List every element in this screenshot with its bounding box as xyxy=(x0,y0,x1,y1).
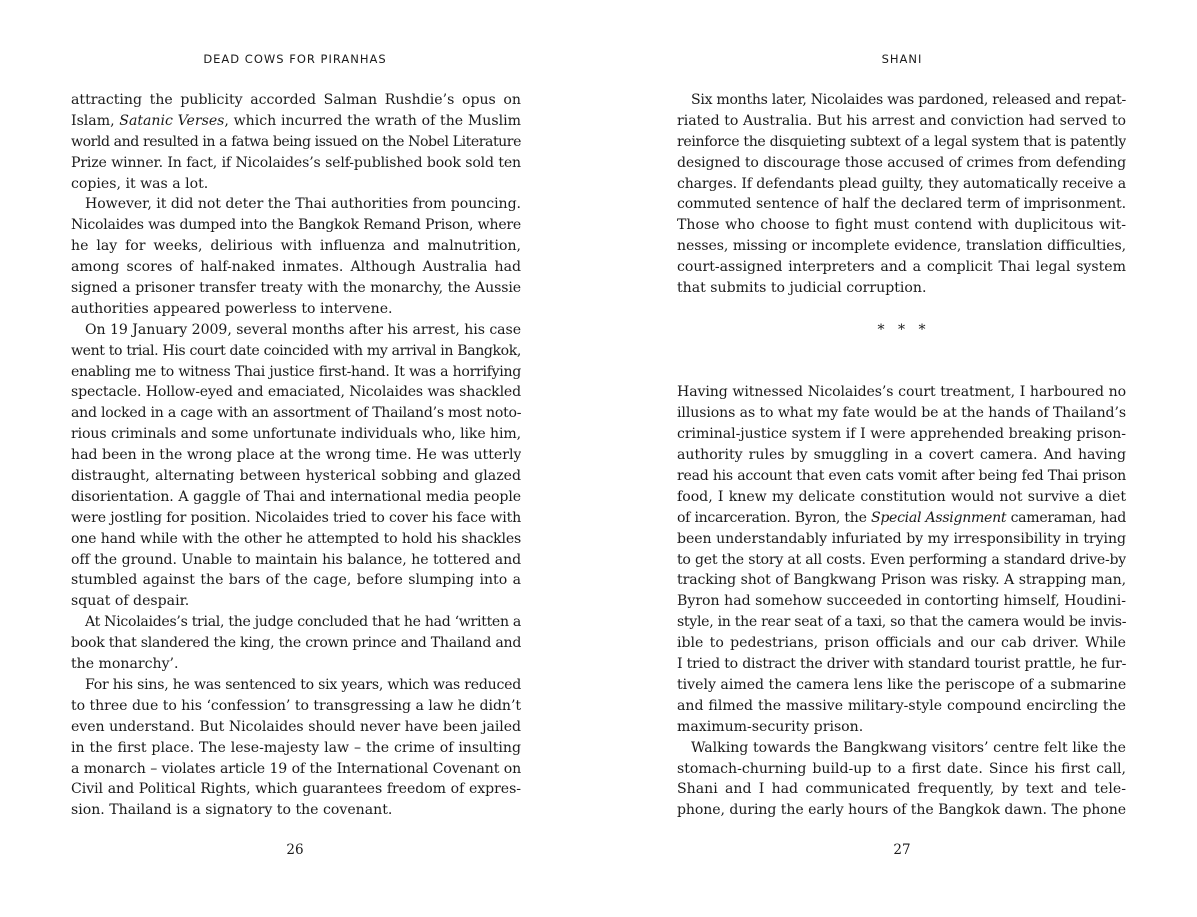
text-line: he lay for weeks, delirious with influenza and malnutrition, xyxy=(71,238,521,255)
text-line: charges. If defendants plead guilty, they automatically receive a xyxy=(677,175,1126,192)
text-line: in the first place. The lese-majesty law – the crime of insulting xyxy=(71,739,521,756)
text-line: riated to Australia. But his arrest and conviction had served to xyxy=(677,112,1126,129)
text-line: enabling me to witness Thai justice first-hand. It was a horrifying xyxy=(71,363,521,380)
text-line: off the ground. Unable to maintain his balance, he tottered and xyxy=(71,551,521,568)
text-line: However, it did not deter the Thai authorities from pouncing. xyxy=(85,196,521,213)
text-line: even understand. But Nicolaides should never have been jailed xyxy=(71,718,521,735)
text-line: authority rules by smuggling in a covert camera. And having xyxy=(677,447,1126,464)
text-line: Civil and Political Rights, which guarantees freedom of expres- xyxy=(71,781,521,798)
text-line: At Nicolaides’s trial, the judge concluded that he had ‘written a xyxy=(85,614,521,631)
text-line: read his account that even cats vomit after being fed Thai prison xyxy=(677,468,1126,485)
text-line: copies, it was a lot. xyxy=(71,175,209,192)
page-number-left: 26 xyxy=(286,842,304,858)
text-line: spectacle. Hollow-eyed and emaciated, Nicolaides was shackled xyxy=(71,384,521,401)
text-line: and filmed the massive military-style compound encircling the xyxy=(677,697,1126,714)
text-line: Nicolaides was dumped into the Bangkok Remand Prison, where xyxy=(71,217,521,234)
text-line: disorientation. A gaggle of Thai and international media people xyxy=(71,488,521,505)
text-line: Byron had somehow succeeded in contorting himself, Houdini- xyxy=(677,593,1126,610)
text-line: Shani and I had communicated frequently, by text and tele- xyxy=(677,781,1126,798)
text-line: Six months later, Nicolaides was pardoned, released and repat- xyxy=(691,92,1126,108)
text-line: squat of despair. xyxy=(71,593,190,610)
text-line: Walking towards the Bangkwang visitors’ centre felt like the xyxy=(691,739,1126,756)
body-text-left xyxy=(71,90,521,821)
text-line: Prize winner. In fact, if Nicolaides’s self-published book sold ten xyxy=(71,154,521,171)
text-line: stumbled against the bars of the cage, before slumping into a xyxy=(71,572,521,589)
text-line: been understandably infuriated by my irresponsibility in trying xyxy=(677,530,1126,547)
left-page xyxy=(0,0,598,917)
text-line: a monarch – violates article 19 of the International Covenant on xyxy=(71,760,521,777)
text-line: attracting the publicity accorded Salman Rushdie’s opus on xyxy=(71,92,521,108)
body-text-right xyxy=(677,90,1126,821)
text-line: Having witnessed Nicolaides’s court treatment, I harboured no xyxy=(677,384,1126,401)
text-line: nesses, missing or incomplete evidence, translation difficulties, xyxy=(677,238,1126,255)
text-line: stomach-churning build-up to a first date. Since his first call, xyxy=(677,760,1126,777)
text-line: signed a prisoner transfer treaty with the monarchy, the Aussie xyxy=(71,280,521,297)
section-break: * * * xyxy=(877,321,926,338)
book-title: Satanic Verses xyxy=(119,112,225,129)
text-line: to get the story at all costs. Even performing a standard drive-by xyxy=(677,551,1126,568)
text-line: commuted sentence of half the declared term of imprisonment. xyxy=(677,196,1126,213)
text-line: tively aimed the camera lens like the periscope of a submarine xyxy=(677,676,1126,693)
text-line: had been in the wrong place at the wrong time. He was utterly xyxy=(71,447,521,464)
text-line: illusions as to what my fate would be at the hands of Thailand’s xyxy=(677,405,1126,422)
text-line: For his sins, he was sentenced to six years, which was reduced xyxy=(85,676,521,693)
text-line: reinforce the disquieting subtext of a legal system that is patently xyxy=(677,133,1126,150)
text-line: world and resulted in a fatwa being issued on the Nobel Literature xyxy=(71,133,521,150)
running-head-left: DEAD COWS FOR PIRANHAS xyxy=(203,52,387,66)
text-line: to three due to his ‘confession’ to transgressing a law he didn’t xyxy=(71,697,521,714)
text-line: ible to pedestrians, prison officials and our cab driver. While xyxy=(677,635,1126,652)
text-line: went to trial. His court date coincided with my arrival in Bangkok, xyxy=(71,342,521,359)
text-line: book that slandered the king, the crown prince and Thailand and xyxy=(71,635,521,652)
text-line: On 19 January 2009, several months after his arrest, his case xyxy=(85,321,521,338)
text-line: Islam, Satanic Verses, which incurred the wrath of the Muslim xyxy=(71,112,521,129)
text-line: sion. Thailand is a signatory to the covenant. xyxy=(71,802,393,819)
text-line: were jostling for position. Nicolaides tried to cover his face with xyxy=(71,509,521,526)
text-line: one hand while with the other he attempted to hold his shackles xyxy=(71,530,521,547)
text-line: court-assigned interpreters and a complicit Thai legal system xyxy=(677,259,1126,276)
text-line: authorities appeared powerless to intervene. xyxy=(71,300,393,317)
text-line: style, in the rear seat of a taxi, so that the camera would be invis- xyxy=(677,614,1126,631)
text-line: and locked in a cage with an assortment of Thailand’s most noto- xyxy=(71,405,521,422)
text-line: I tried to distract the driver with standard tourist prattle, he fur- xyxy=(677,656,1126,673)
text-line: of incarceration. Byron, the Special Assignment cameraman, had xyxy=(677,509,1126,526)
right-page xyxy=(598,0,1197,917)
running-head-right: SHANI xyxy=(881,52,923,66)
page-number-right: 27 xyxy=(893,842,911,858)
text-line: phone, during the early hours of the Bangkok dawn. The phone xyxy=(677,802,1126,819)
text-line: maximum-security prison. xyxy=(677,718,864,735)
text-line: distraught, alternating between hysterical sobbing and glazed xyxy=(71,468,521,485)
text-line: the monarchy’. xyxy=(71,656,179,673)
text-line: food, I knew my delicate constitution would not survive a diet xyxy=(677,488,1126,505)
text-line: that submits to judicial corruption. xyxy=(677,280,927,297)
text-line: criminal-justice system if I were apprehended breaking prison- xyxy=(677,426,1126,443)
text-line: Those who choose to fight must contend with duplicitous wit- xyxy=(677,217,1126,234)
text-line: rious criminals and some unfortunate individuals who, like him, xyxy=(71,426,521,443)
text-line: designed to discourage those accused of crimes from defending xyxy=(677,154,1126,171)
text-line: among scores of half-naked inmates. Although Australia had xyxy=(71,259,521,276)
text-line: tracking shot of Bangkwang Prison was risky. A strapping man, xyxy=(677,572,1126,589)
program-title: Special Assignment xyxy=(870,509,1007,526)
